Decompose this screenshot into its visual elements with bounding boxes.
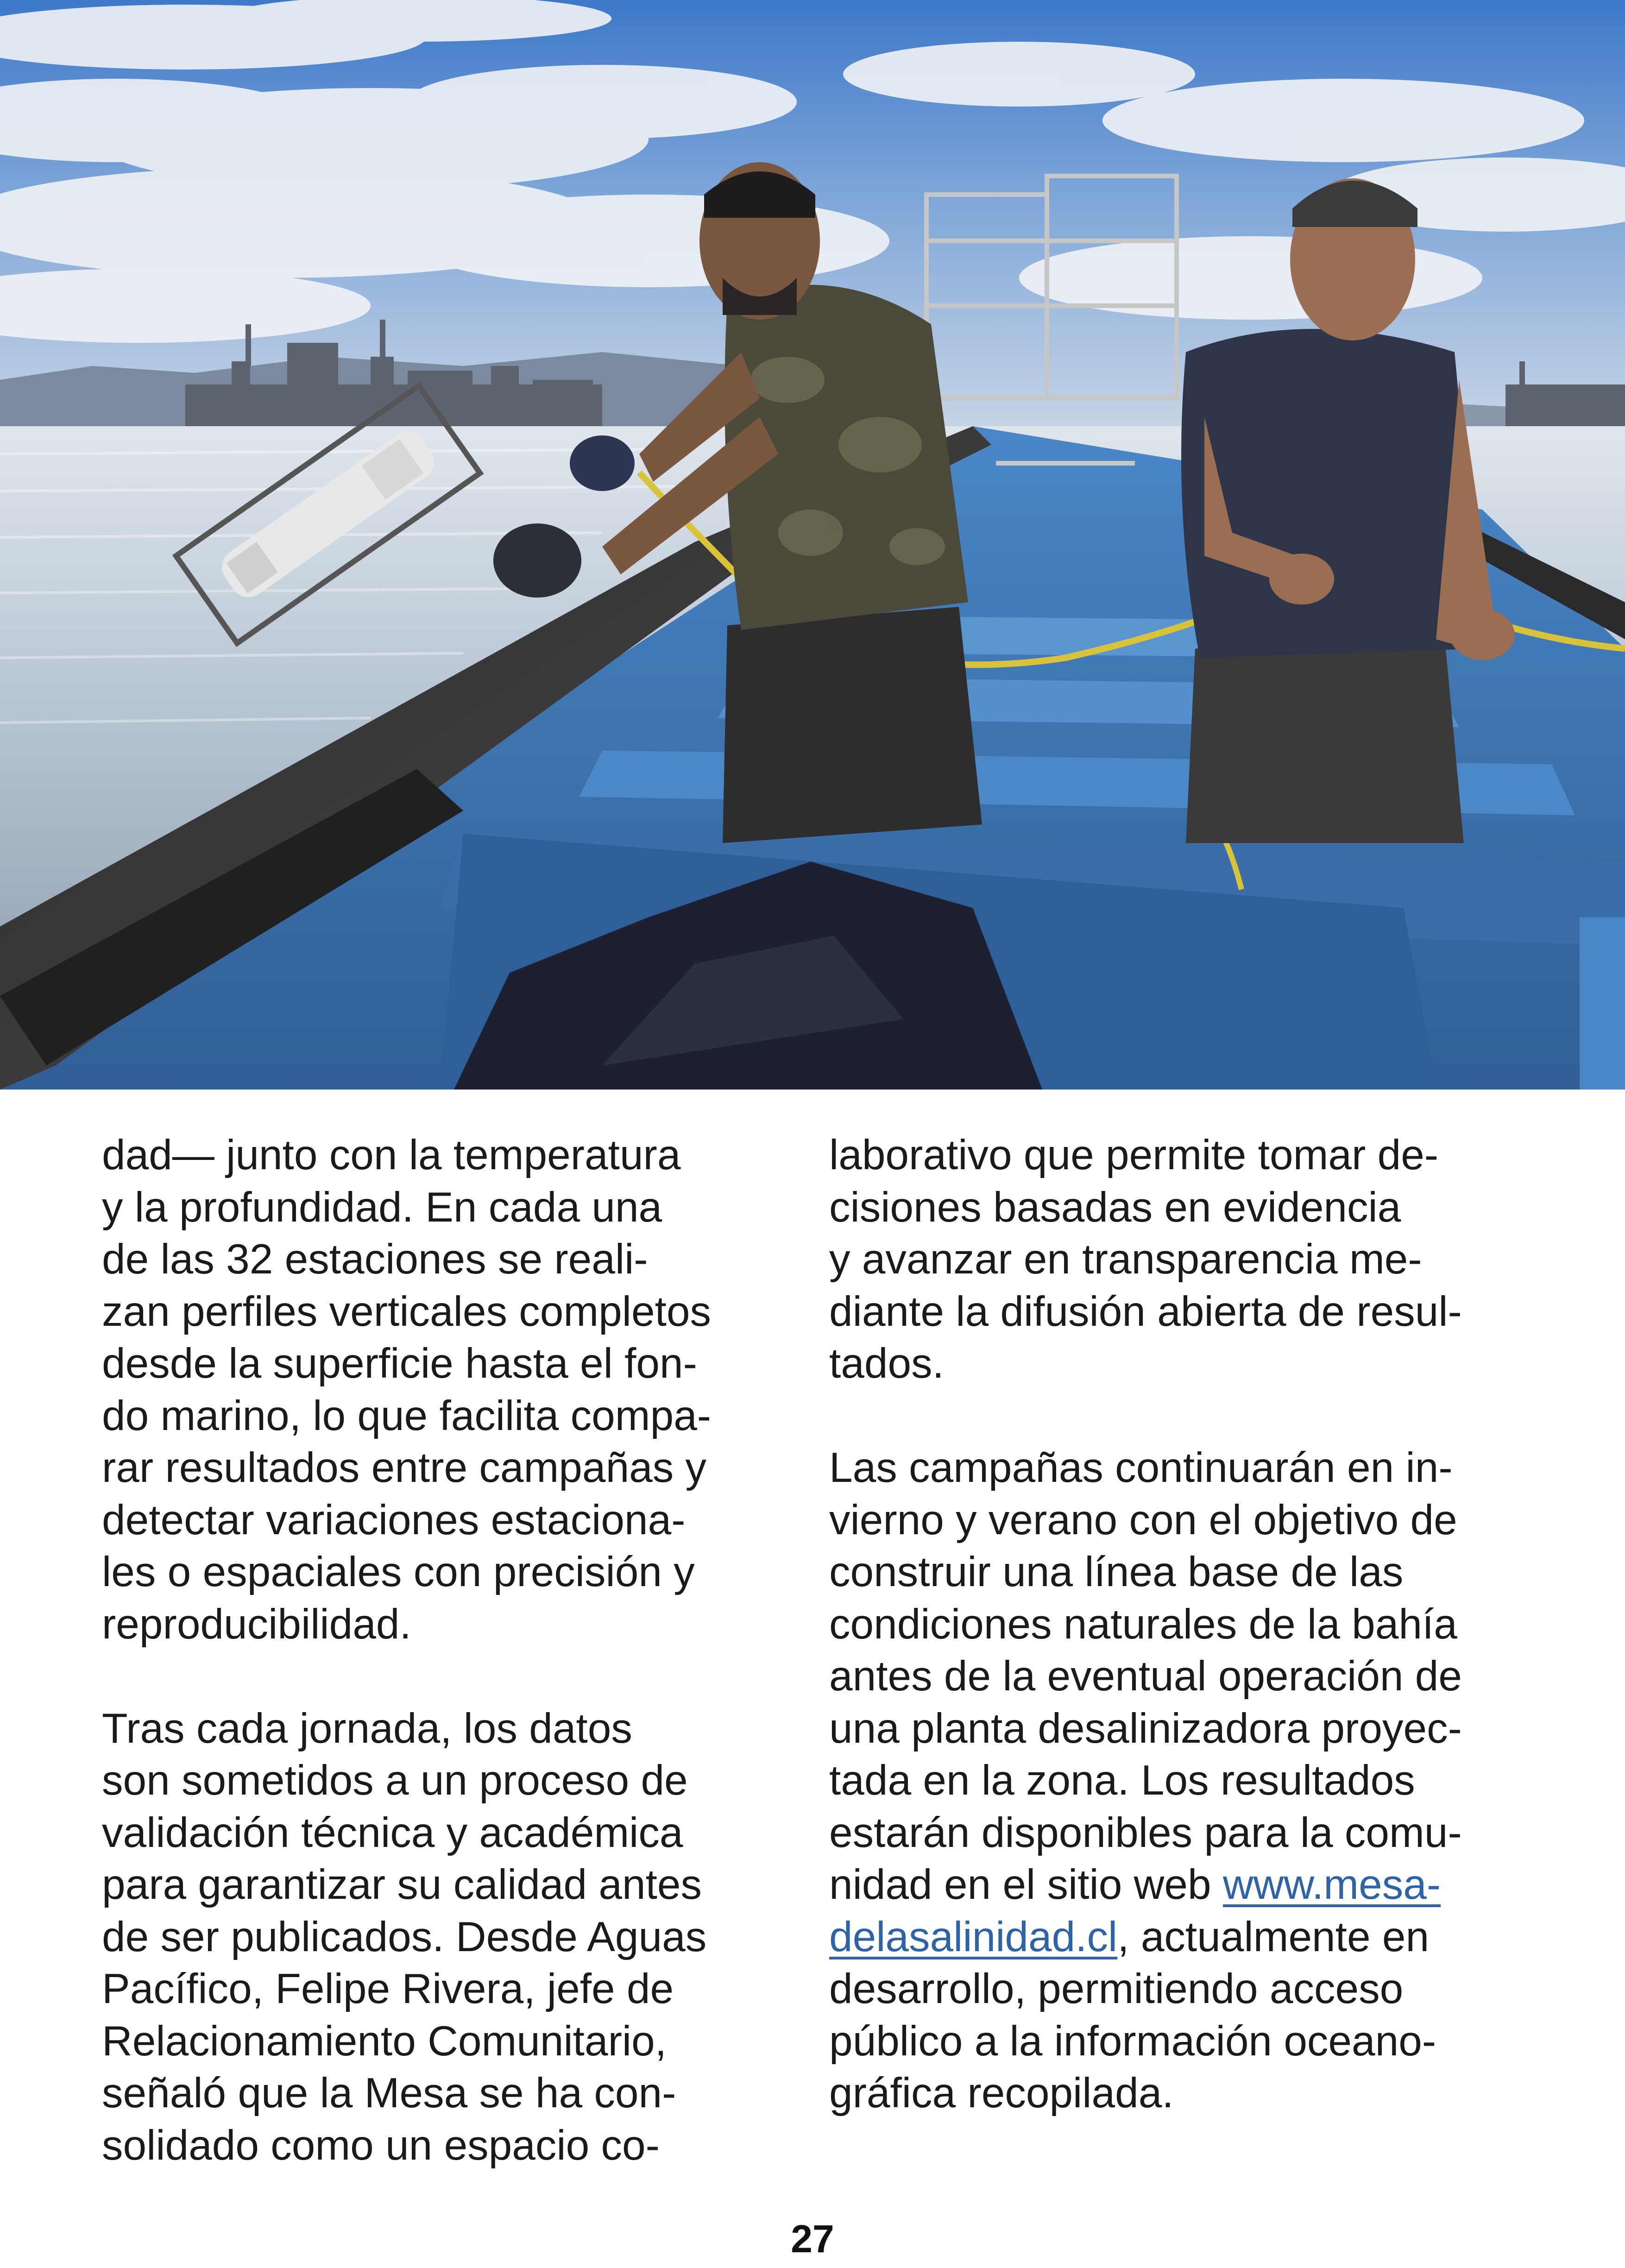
- text-line: tados.: [829, 1340, 944, 1387]
- text-line: desarrollo, permitiendo acceso: [829, 1966, 1404, 2012]
- paragraph: [102, 1703, 778, 2172]
- page-number: 27: [791, 2217, 834, 2261]
- text-line: para garantizar su calidad antes: [102, 1861, 702, 1908]
- text-line: rar resultados entre campañas y: [102, 1444, 706, 1491]
- article-column-right: [829, 1129, 1524, 2120]
- text-line: de las 32 estaciones se reali-: [102, 1236, 648, 1283]
- text-line: reproducibilidad.: [102, 1600, 411, 1648]
- text-line: y avanzar en transparencia me-: [829, 1236, 1422, 1283]
- text-line: les o espaciales con precisión y: [102, 1549, 695, 1595]
- paragraph: [829, 1442, 1524, 2120]
- text-line: son sometidos a un proceso de: [102, 1757, 688, 1804]
- text-line: señaló que la Mesa se ha con-: [102, 2070, 676, 2117]
- text-line: detectar variaciones estaciona-: [102, 1496, 686, 1544]
- text-line: público a la información oceano-: [829, 2017, 1436, 2065]
- text-line: gráfica recopilada.: [829, 2070, 1174, 2117]
- text-line: condiciones naturales de la bahía: [829, 1600, 1457, 1648]
- text-line: validación técnica y académica: [102, 1809, 683, 1856]
- text-line: laborativo que permite tomar de-: [829, 1132, 1439, 1178]
- text-line: dad— junto con la temperatura: [102, 1132, 681, 1178]
- text-line-with-link: [829, 1859, 1524, 1911]
- text-line: antes de la eventual operación de: [829, 1653, 1462, 1700]
- paragraph: [829, 1129, 1524, 1390]
- fishermen-boat-photo: [0, 0, 1625, 1090]
- text-line: una planta desalinizadora proyec-: [829, 1705, 1462, 1752]
- text-line: y la profundidad. En cada una: [102, 1184, 662, 1231]
- text-line: do marino, lo que facilita compa-: [102, 1392, 712, 1439]
- text-line: de ser publicados. Desde Aguas: [102, 1913, 707, 1960]
- text-line: zan perfiles verticales completos: [102, 1288, 712, 1335]
- paragraph: [102, 1129, 778, 1651]
- article-column-left: [102, 1129, 778, 2172]
- website-link-continued[interactable]: delasalinidad.cl: [829, 1913, 1118, 1960]
- text-line: tada en la zona. Los resultados: [829, 1757, 1415, 1804]
- text-line: Tras cada jornada, los datos: [102, 1705, 632, 1752]
- text-line: cisiones basadas en evidencia: [829, 1184, 1401, 1231]
- text-line: Pacífico, Felipe Rivera, jefe de: [102, 1966, 674, 2012]
- text-line: Las campañas continuarán en in-: [829, 1444, 1453, 1491]
- text-line: solidado como un espacio co-: [102, 2122, 660, 2169]
- text-line-with-link: [829, 1911, 1524, 1964]
- website-link[interactable]: www.mesa-: [1222, 1861, 1441, 1908]
- text-line: Relacionamiento Comunitario,: [102, 2017, 667, 2065]
- text-line: vierno y verano con el objetivo de: [829, 1496, 1457, 1544]
- text-segment: nidad en el sitio web: [829, 1861, 1223, 1908]
- text-line: construir una línea base de las: [829, 1549, 1404, 1595]
- text-segment: , actualmente en: [1117, 1913, 1430, 1960]
- text-line: diante la difusión abierta de resul-: [829, 1288, 1462, 1335]
- text-line: desde la superficie hasta el fon-: [102, 1340, 697, 1387]
- text-line: estarán disponibles para la comu-: [829, 1809, 1462, 1856]
